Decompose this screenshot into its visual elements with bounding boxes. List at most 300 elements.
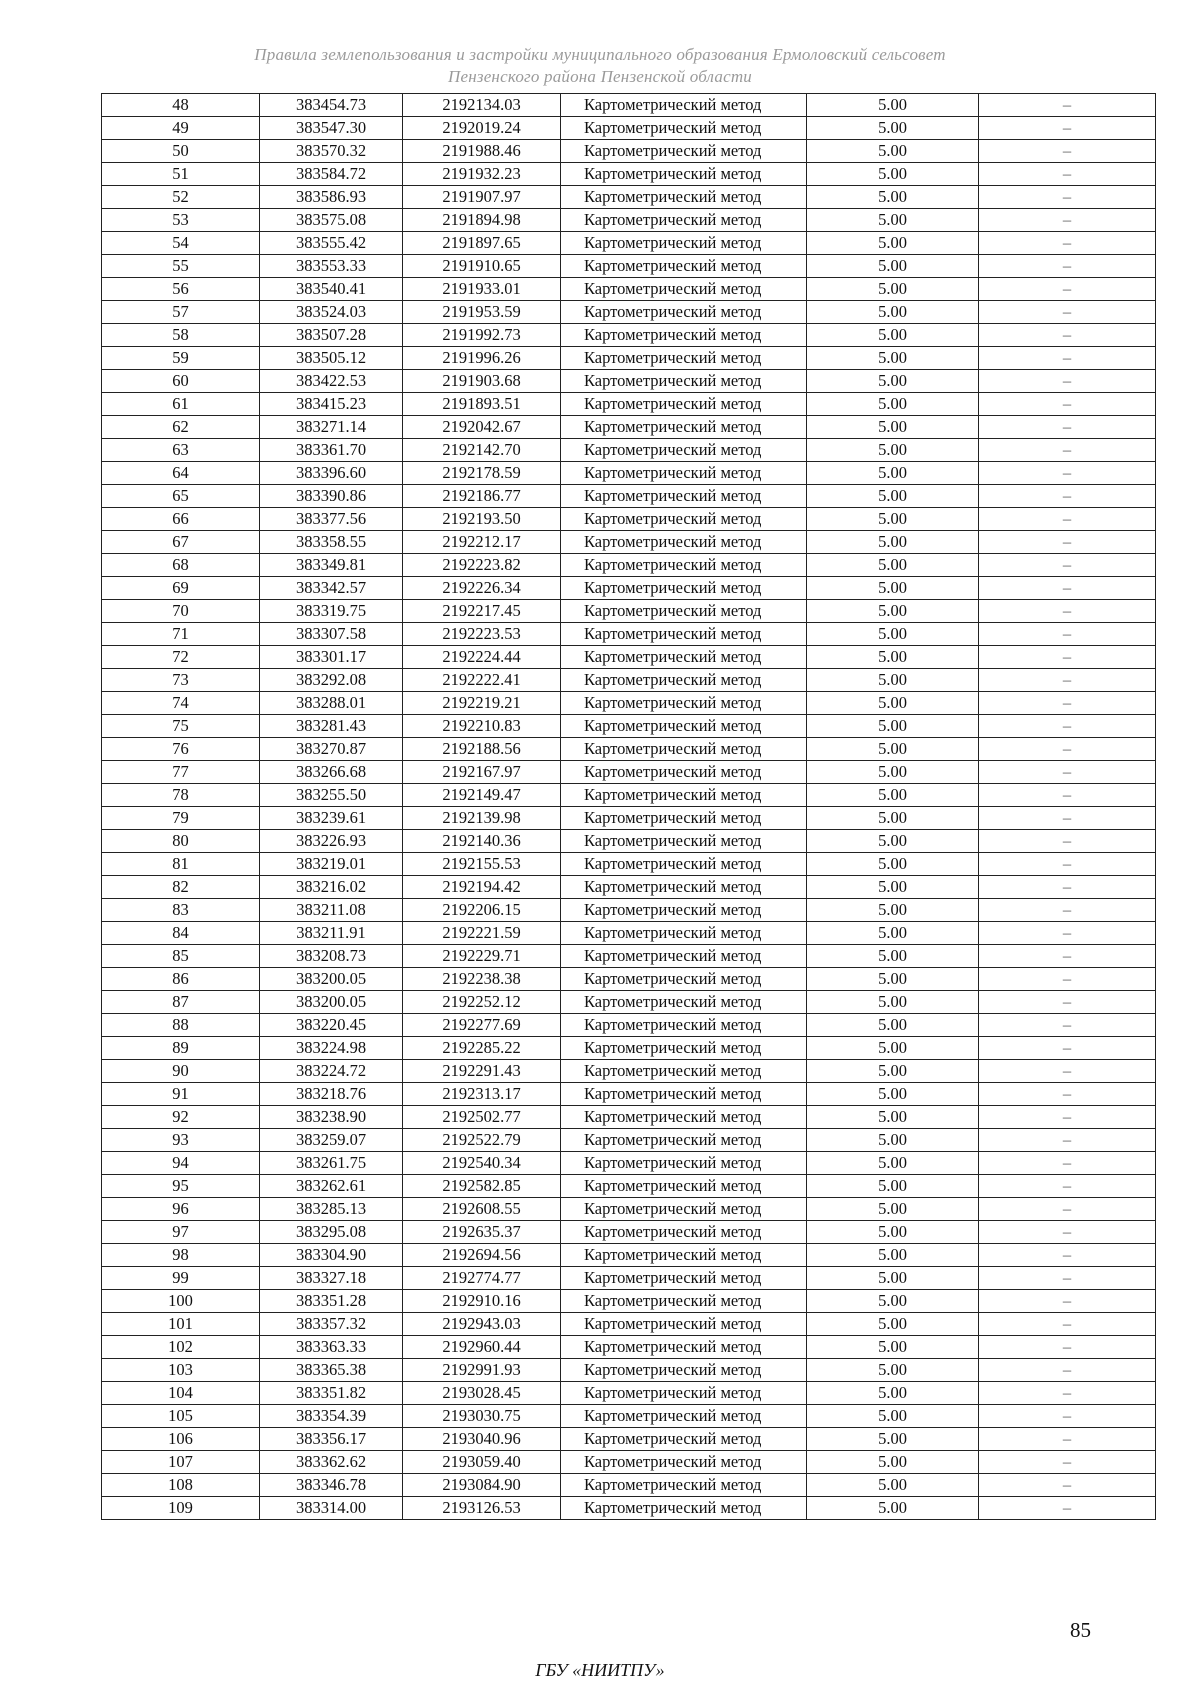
accuracy-cell: 5.00 bbox=[807, 1474, 979, 1497]
x-coordinate-cell: 383349.81 bbox=[260, 554, 403, 577]
table-row bbox=[102, 876, 1156, 899]
accuracy-cell: 5.00 bbox=[807, 1244, 979, 1267]
y-coordinate-cell: 2191932.23 bbox=[403, 163, 561, 186]
method-cell: Картометрический метод bbox=[561, 830, 807, 853]
accuracy-cell: 5.00 bbox=[807, 531, 979, 554]
note-cell: – bbox=[979, 117, 1156, 140]
method-cell: Картометрический метод bbox=[561, 1083, 807, 1106]
y-coordinate-cell: 2191903.68 bbox=[403, 370, 561, 393]
method-cell: Картометрический метод bbox=[561, 945, 807, 968]
method-cell: Картометрический метод bbox=[561, 1060, 807, 1083]
note-cell: – bbox=[979, 738, 1156, 761]
header-line-1: Правила землепользования и застройки муниципального образования Ермоловский сельсовет bbox=[254, 45, 946, 64]
x-coordinate-cell: 383266.68 bbox=[260, 761, 403, 784]
method-cell: Картометрический метод bbox=[561, 1497, 807, 1520]
x-coordinate-cell: 383270.87 bbox=[260, 738, 403, 761]
x-coordinate-cell: 383307.58 bbox=[260, 623, 403, 646]
x-coordinate-cell: 383239.61 bbox=[260, 807, 403, 830]
point-number-cell: 103 bbox=[102, 1359, 260, 1382]
x-coordinate-cell: 383354.39 bbox=[260, 1405, 403, 1428]
y-coordinate-cell: 2192223.53 bbox=[403, 623, 561, 646]
x-coordinate-cell: 383346.78 bbox=[260, 1474, 403, 1497]
x-coordinate-cell: 383304.90 bbox=[260, 1244, 403, 1267]
y-coordinate-cell: 2192149.47 bbox=[403, 784, 561, 807]
point-number-cell: 82 bbox=[102, 876, 260, 899]
note-cell: – bbox=[979, 462, 1156, 485]
note-cell: – bbox=[979, 1290, 1156, 1313]
accuracy-cell: 5.00 bbox=[807, 140, 979, 163]
point-number-cell: 64 bbox=[102, 462, 260, 485]
coordinates-table bbox=[101, 93, 1156, 1520]
y-coordinate-cell: 2192608.55 bbox=[403, 1198, 561, 1221]
method-cell: Картометрический метод bbox=[561, 876, 807, 899]
note-cell: – bbox=[979, 1428, 1156, 1451]
point-number-cell: 66 bbox=[102, 508, 260, 531]
accuracy-cell: 5.00 bbox=[807, 899, 979, 922]
point-number-cell: 98 bbox=[102, 1244, 260, 1267]
y-coordinate-cell: 2192206.15 bbox=[403, 899, 561, 922]
method-cell: Картометрический метод bbox=[561, 117, 807, 140]
accuracy-cell: 5.00 bbox=[807, 646, 979, 669]
table-row bbox=[102, 324, 1156, 347]
point-number-cell: 54 bbox=[102, 232, 260, 255]
accuracy-cell: 5.00 bbox=[807, 715, 979, 738]
table-row bbox=[102, 1060, 1156, 1083]
note-cell: – bbox=[979, 1106, 1156, 1129]
table-row bbox=[102, 1175, 1156, 1198]
table-row bbox=[102, 761, 1156, 784]
accuracy-cell: 5.00 bbox=[807, 370, 979, 393]
table-row bbox=[102, 232, 1156, 255]
y-coordinate-cell: 2192188.56 bbox=[403, 738, 561, 761]
x-coordinate-cell: 383540.41 bbox=[260, 278, 403, 301]
accuracy-cell: 5.00 bbox=[807, 163, 979, 186]
x-coordinate-cell: 383208.73 bbox=[260, 945, 403, 968]
method-cell: Картометрический метод bbox=[561, 1405, 807, 1428]
table-row bbox=[102, 1497, 1156, 1520]
method-cell: Картометрический метод bbox=[561, 508, 807, 531]
y-coordinate-cell: 2193059.40 bbox=[403, 1451, 561, 1474]
point-number-cell: 65 bbox=[102, 485, 260, 508]
point-number-cell: 48 bbox=[102, 94, 260, 117]
accuracy-cell: 5.00 bbox=[807, 1313, 979, 1336]
x-coordinate-cell: 383220.45 bbox=[260, 1014, 403, 1037]
table-row bbox=[102, 853, 1156, 876]
x-coordinate-cell: 383363.33 bbox=[260, 1336, 403, 1359]
note-cell: – bbox=[979, 600, 1156, 623]
table-row bbox=[102, 1221, 1156, 1244]
y-coordinate-cell: 2192224.44 bbox=[403, 646, 561, 669]
x-coordinate-cell: 383454.73 bbox=[260, 94, 403, 117]
y-coordinate-cell: 2192155.53 bbox=[403, 853, 561, 876]
footer-organization: ГБУ «НИИТПУ» bbox=[535, 1660, 665, 1680]
method-cell: Картометрический метод bbox=[561, 1014, 807, 1037]
note-cell: – bbox=[979, 577, 1156, 600]
method-cell: Картометрический метод bbox=[561, 439, 807, 462]
table-row bbox=[102, 1152, 1156, 1175]
x-coordinate-cell: 383259.07 bbox=[260, 1129, 403, 1152]
point-number-cell: 57 bbox=[102, 301, 260, 324]
table-row bbox=[102, 416, 1156, 439]
y-coordinate-cell: 2192221.59 bbox=[403, 922, 561, 945]
x-coordinate-cell: 383507.28 bbox=[260, 324, 403, 347]
table-row bbox=[102, 1244, 1156, 1267]
note-cell: – bbox=[979, 554, 1156, 577]
note-cell: – bbox=[979, 1474, 1156, 1497]
point-number-cell: 52 bbox=[102, 186, 260, 209]
note-cell: – bbox=[979, 669, 1156, 692]
point-number-cell: 76 bbox=[102, 738, 260, 761]
point-number-cell: 75 bbox=[102, 715, 260, 738]
method-cell: Картометрический метод bbox=[561, 163, 807, 186]
y-coordinate-cell: 2192694.56 bbox=[403, 1244, 561, 1267]
table-row bbox=[102, 600, 1156, 623]
method-cell: Картометрический метод bbox=[561, 1336, 807, 1359]
y-coordinate-cell: 2192142.70 bbox=[403, 439, 561, 462]
y-coordinate-cell: 2191996.26 bbox=[403, 347, 561, 370]
table-row bbox=[102, 531, 1156, 554]
x-coordinate-cell: 383261.75 bbox=[260, 1152, 403, 1175]
note-cell: – bbox=[979, 324, 1156, 347]
table-row bbox=[102, 830, 1156, 853]
y-coordinate-cell: 2192212.17 bbox=[403, 531, 561, 554]
y-coordinate-cell: 2192238.38 bbox=[403, 968, 561, 991]
point-number-cell: 73 bbox=[102, 669, 260, 692]
point-number-cell: 96 bbox=[102, 1198, 260, 1221]
accuracy-cell: 5.00 bbox=[807, 485, 979, 508]
point-number-cell: 99 bbox=[102, 1267, 260, 1290]
method-cell: Картометрический метод bbox=[561, 715, 807, 738]
header-line-2: Пензенского района Пензенской области bbox=[448, 67, 752, 86]
note-cell: – bbox=[979, 1244, 1156, 1267]
point-number-cell: 101 bbox=[102, 1313, 260, 1336]
note-cell: – bbox=[979, 945, 1156, 968]
y-coordinate-cell: 2193040.96 bbox=[403, 1428, 561, 1451]
accuracy-cell: 5.00 bbox=[807, 1336, 979, 1359]
method-cell: Картометрический метод bbox=[561, 646, 807, 669]
note-cell: – bbox=[979, 255, 1156, 278]
accuracy-cell: 5.00 bbox=[807, 1037, 979, 1060]
note-cell: – bbox=[979, 784, 1156, 807]
accuracy-cell: 5.00 bbox=[807, 1359, 979, 1382]
accuracy-cell: 5.00 bbox=[807, 1451, 979, 1474]
y-coordinate-cell: 2192226.34 bbox=[403, 577, 561, 600]
method-cell: Картометрический метод bbox=[561, 531, 807, 554]
accuracy-cell: 5.00 bbox=[807, 1290, 979, 1313]
method-cell: Картометрический метод bbox=[561, 1037, 807, 1060]
y-coordinate-cell: 2192217.45 bbox=[403, 600, 561, 623]
point-number-cell: 74 bbox=[102, 692, 260, 715]
point-number-cell: 77 bbox=[102, 761, 260, 784]
table-row bbox=[102, 1405, 1156, 1428]
x-coordinate-cell: 383505.12 bbox=[260, 347, 403, 370]
method-cell: Картометрический метод bbox=[561, 1198, 807, 1221]
accuracy-cell: 5.00 bbox=[807, 324, 979, 347]
point-number-cell: 85 bbox=[102, 945, 260, 968]
accuracy-cell: 5.00 bbox=[807, 209, 979, 232]
note-cell: – bbox=[979, 1083, 1156, 1106]
table-row bbox=[102, 623, 1156, 646]
y-coordinate-cell: 2192277.69 bbox=[403, 1014, 561, 1037]
method-cell: Картометрический метод bbox=[561, 347, 807, 370]
x-coordinate-cell: 383365.38 bbox=[260, 1359, 403, 1382]
y-coordinate-cell: 2192019.24 bbox=[403, 117, 561, 140]
accuracy-cell: 5.00 bbox=[807, 1152, 979, 1175]
accuracy-cell: 5.00 bbox=[807, 1014, 979, 1037]
table-row bbox=[102, 370, 1156, 393]
method-cell: Картометрический метод bbox=[561, 669, 807, 692]
y-coordinate-cell: 2192635.37 bbox=[403, 1221, 561, 1244]
x-coordinate-cell: 383415.23 bbox=[260, 393, 403, 416]
note-cell: – bbox=[979, 922, 1156, 945]
x-coordinate-cell: 383553.33 bbox=[260, 255, 403, 278]
point-number-cell: 102 bbox=[102, 1336, 260, 1359]
method-cell: Картометрический метод bbox=[561, 1382, 807, 1405]
method-cell: Картометрический метод bbox=[561, 761, 807, 784]
table-row bbox=[102, 209, 1156, 232]
note-cell: – bbox=[979, 853, 1156, 876]
accuracy-cell: 5.00 bbox=[807, 1083, 979, 1106]
point-number-cell: 104 bbox=[102, 1382, 260, 1405]
table-row bbox=[102, 462, 1156, 485]
method-cell: Картометрический метод bbox=[561, 393, 807, 416]
method-cell: Картометрический метод bbox=[561, 784, 807, 807]
note-cell: – bbox=[979, 692, 1156, 715]
accuracy-cell: 5.00 bbox=[807, 1428, 979, 1451]
accuracy-cell: 5.00 bbox=[807, 347, 979, 370]
note-cell: – bbox=[979, 163, 1156, 186]
point-number-cell: 94 bbox=[102, 1152, 260, 1175]
note-cell: – bbox=[979, 508, 1156, 531]
x-coordinate-cell: 383314.00 bbox=[260, 1497, 403, 1520]
y-coordinate-cell: 2192223.82 bbox=[403, 554, 561, 577]
y-coordinate-cell: 2192167.97 bbox=[403, 761, 561, 784]
table-row bbox=[102, 1106, 1156, 1129]
note-cell: – bbox=[979, 347, 1156, 370]
method-cell: Картометрический метод bbox=[561, 1290, 807, 1313]
note-cell: – bbox=[979, 393, 1156, 416]
y-coordinate-cell: 2192991.93 bbox=[403, 1359, 561, 1382]
accuracy-cell: 5.00 bbox=[807, 876, 979, 899]
accuracy-cell: 5.00 bbox=[807, 922, 979, 945]
note-cell: – bbox=[979, 1497, 1156, 1520]
table-row bbox=[102, 1198, 1156, 1221]
x-coordinate-cell: 383390.86 bbox=[260, 485, 403, 508]
method-cell: Картометрический метод bbox=[561, 1313, 807, 1336]
note-cell: – bbox=[979, 485, 1156, 508]
method-cell: Картометрический метод bbox=[561, 186, 807, 209]
point-number-cell: 93 bbox=[102, 1129, 260, 1152]
table-row bbox=[102, 347, 1156, 370]
y-coordinate-cell: 2192540.34 bbox=[403, 1152, 561, 1175]
point-number-cell: 53 bbox=[102, 209, 260, 232]
table-row bbox=[102, 278, 1156, 301]
x-coordinate-cell: 383362.62 bbox=[260, 1451, 403, 1474]
accuracy-cell: 5.00 bbox=[807, 508, 979, 531]
note-cell: – bbox=[979, 370, 1156, 393]
point-number-cell: 81 bbox=[102, 853, 260, 876]
note-cell: – bbox=[979, 1313, 1156, 1336]
accuracy-cell: 5.00 bbox=[807, 968, 979, 991]
x-coordinate-cell: 383271.14 bbox=[260, 416, 403, 439]
method-cell: Картометрический метод bbox=[561, 370, 807, 393]
y-coordinate-cell: 2192960.44 bbox=[403, 1336, 561, 1359]
point-number-cell: 87 bbox=[102, 991, 260, 1014]
accuracy-cell: 5.00 bbox=[807, 945, 979, 968]
y-coordinate-cell: 2192774.77 bbox=[403, 1267, 561, 1290]
note-cell: – bbox=[979, 1336, 1156, 1359]
point-number-cell: 106 bbox=[102, 1428, 260, 1451]
note-cell: – bbox=[979, 876, 1156, 899]
method-cell: Картометрический метод bbox=[561, 1428, 807, 1451]
note-cell: – bbox=[979, 439, 1156, 462]
method-cell: Картометрический метод bbox=[561, 209, 807, 232]
accuracy-cell: 5.00 bbox=[807, 1106, 979, 1129]
method-cell: Картометрический метод bbox=[561, 255, 807, 278]
note-cell: – bbox=[979, 1060, 1156, 1083]
accuracy-cell: 5.00 bbox=[807, 186, 979, 209]
y-coordinate-cell: 2192134.03 bbox=[403, 94, 561, 117]
point-number-cell: 84 bbox=[102, 922, 260, 945]
method-cell: Картометрический метод bbox=[561, 692, 807, 715]
note-cell: – bbox=[979, 1405, 1156, 1428]
y-coordinate-cell: 2192219.21 bbox=[403, 692, 561, 715]
table-row bbox=[102, 393, 1156, 416]
y-coordinate-cell: 2192582.85 bbox=[403, 1175, 561, 1198]
note-cell: – bbox=[979, 94, 1156, 117]
point-number-cell: 61 bbox=[102, 393, 260, 416]
method-cell: Картометрический метод bbox=[561, 1221, 807, 1244]
table-row bbox=[102, 1290, 1156, 1313]
note-cell: – bbox=[979, 899, 1156, 922]
point-number-cell: 60 bbox=[102, 370, 260, 393]
accuracy-cell: 5.00 bbox=[807, 577, 979, 600]
y-coordinate-cell: 2193126.53 bbox=[403, 1497, 561, 1520]
y-coordinate-cell: 2192285.22 bbox=[403, 1037, 561, 1060]
note-cell: – bbox=[979, 991, 1156, 1014]
method-cell: Картометрический метод bbox=[561, 1359, 807, 1382]
accuracy-cell: 5.00 bbox=[807, 1382, 979, 1405]
method-cell: Картометрический метод bbox=[561, 1267, 807, 1290]
table-row bbox=[102, 1474, 1156, 1497]
note-cell: – bbox=[979, 1221, 1156, 1244]
table-row bbox=[102, 646, 1156, 669]
x-coordinate-cell: 383351.82 bbox=[260, 1382, 403, 1405]
point-number-cell: 63 bbox=[102, 439, 260, 462]
y-coordinate-cell: 2192139.98 bbox=[403, 807, 561, 830]
y-coordinate-cell: 2191988.46 bbox=[403, 140, 561, 163]
accuracy-cell: 5.00 bbox=[807, 1221, 979, 1244]
table-row bbox=[102, 163, 1156, 186]
method-cell: Картометрический метод bbox=[561, 807, 807, 830]
point-number-cell: 71 bbox=[102, 623, 260, 646]
note-cell: – bbox=[979, 1129, 1156, 1152]
table-row bbox=[102, 186, 1156, 209]
x-coordinate-cell: 383319.75 bbox=[260, 600, 403, 623]
y-coordinate-cell: 2192522.79 bbox=[403, 1129, 561, 1152]
method-cell: Картометрический метод bbox=[561, 1129, 807, 1152]
accuracy-cell: 5.00 bbox=[807, 830, 979, 853]
y-coordinate-cell: 2192222.41 bbox=[403, 669, 561, 692]
table-row bbox=[102, 807, 1156, 830]
y-coordinate-cell: 2192252.12 bbox=[403, 991, 561, 1014]
table-row bbox=[102, 692, 1156, 715]
x-coordinate-cell: 383524.03 bbox=[260, 301, 403, 324]
accuracy-cell: 5.00 bbox=[807, 761, 979, 784]
method-cell: Картометрический метод bbox=[561, 1451, 807, 1474]
method-cell: Картометрический метод bbox=[561, 1474, 807, 1497]
note-cell: – bbox=[979, 646, 1156, 669]
table-row bbox=[102, 991, 1156, 1014]
x-coordinate-cell: 383327.18 bbox=[260, 1267, 403, 1290]
method-cell: Картометрический метод bbox=[561, 462, 807, 485]
note-cell: – bbox=[979, 1037, 1156, 1060]
table-row bbox=[102, 577, 1156, 600]
y-coordinate-cell: 2192193.50 bbox=[403, 508, 561, 531]
method-cell: Картометрический метод bbox=[561, 301, 807, 324]
x-coordinate-cell: 383224.72 bbox=[260, 1060, 403, 1083]
table-row bbox=[102, 1359, 1156, 1382]
y-coordinate-cell: 2193030.75 bbox=[403, 1405, 561, 1428]
point-number-cell: 70 bbox=[102, 600, 260, 623]
coordinates-table-body bbox=[102, 94, 1156, 1520]
table-row bbox=[102, 738, 1156, 761]
accuracy-cell: 5.00 bbox=[807, 853, 979, 876]
table-row bbox=[102, 1382, 1156, 1405]
table-row bbox=[102, 945, 1156, 968]
table-row bbox=[102, 899, 1156, 922]
note-cell: – bbox=[979, 623, 1156, 646]
point-number-cell: 90 bbox=[102, 1060, 260, 1083]
accuracy-cell: 5.00 bbox=[807, 991, 979, 1014]
note-cell: – bbox=[979, 1152, 1156, 1175]
y-coordinate-cell: 2192186.77 bbox=[403, 485, 561, 508]
accuracy-cell: 5.00 bbox=[807, 301, 979, 324]
x-coordinate-cell: 383301.17 bbox=[260, 646, 403, 669]
x-coordinate-cell: 383226.93 bbox=[260, 830, 403, 853]
accuracy-cell: 5.00 bbox=[807, 1129, 979, 1152]
note-cell: – bbox=[979, 830, 1156, 853]
note-cell: – bbox=[979, 761, 1156, 784]
table-row bbox=[102, 439, 1156, 462]
method-cell: Картометрический метод bbox=[561, 485, 807, 508]
point-number-cell: 107 bbox=[102, 1451, 260, 1474]
table-row bbox=[102, 140, 1156, 163]
note-cell: – bbox=[979, 1382, 1156, 1405]
page-number: 85 bbox=[1070, 1618, 1091, 1642]
x-coordinate-cell: 383357.32 bbox=[260, 1313, 403, 1336]
method-cell: Картометрический метод bbox=[561, 140, 807, 163]
x-coordinate-cell: 383224.98 bbox=[260, 1037, 403, 1060]
accuracy-cell: 5.00 bbox=[807, 439, 979, 462]
accuracy-cell: 5.00 bbox=[807, 393, 979, 416]
method-cell: Картометрический метод bbox=[561, 991, 807, 1014]
method-cell: Картометрический метод bbox=[561, 554, 807, 577]
point-number-cell: 56 bbox=[102, 278, 260, 301]
y-coordinate-cell: 2191894.98 bbox=[403, 209, 561, 232]
y-coordinate-cell: 2192194.42 bbox=[403, 876, 561, 899]
point-number-cell: 49 bbox=[102, 117, 260, 140]
x-coordinate-cell: 383281.43 bbox=[260, 715, 403, 738]
point-number-cell: 78 bbox=[102, 784, 260, 807]
point-number-cell: 50 bbox=[102, 140, 260, 163]
y-coordinate-cell: 2191933.01 bbox=[403, 278, 561, 301]
accuracy-cell: 5.00 bbox=[807, 94, 979, 117]
x-coordinate-cell: 383396.60 bbox=[260, 462, 403, 485]
point-number-cell: 58 bbox=[102, 324, 260, 347]
y-coordinate-cell: 2193084.90 bbox=[403, 1474, 561, 1497]
x-coordinate-cell: 383584.72 bbox=[260, 163, 403, 186]
